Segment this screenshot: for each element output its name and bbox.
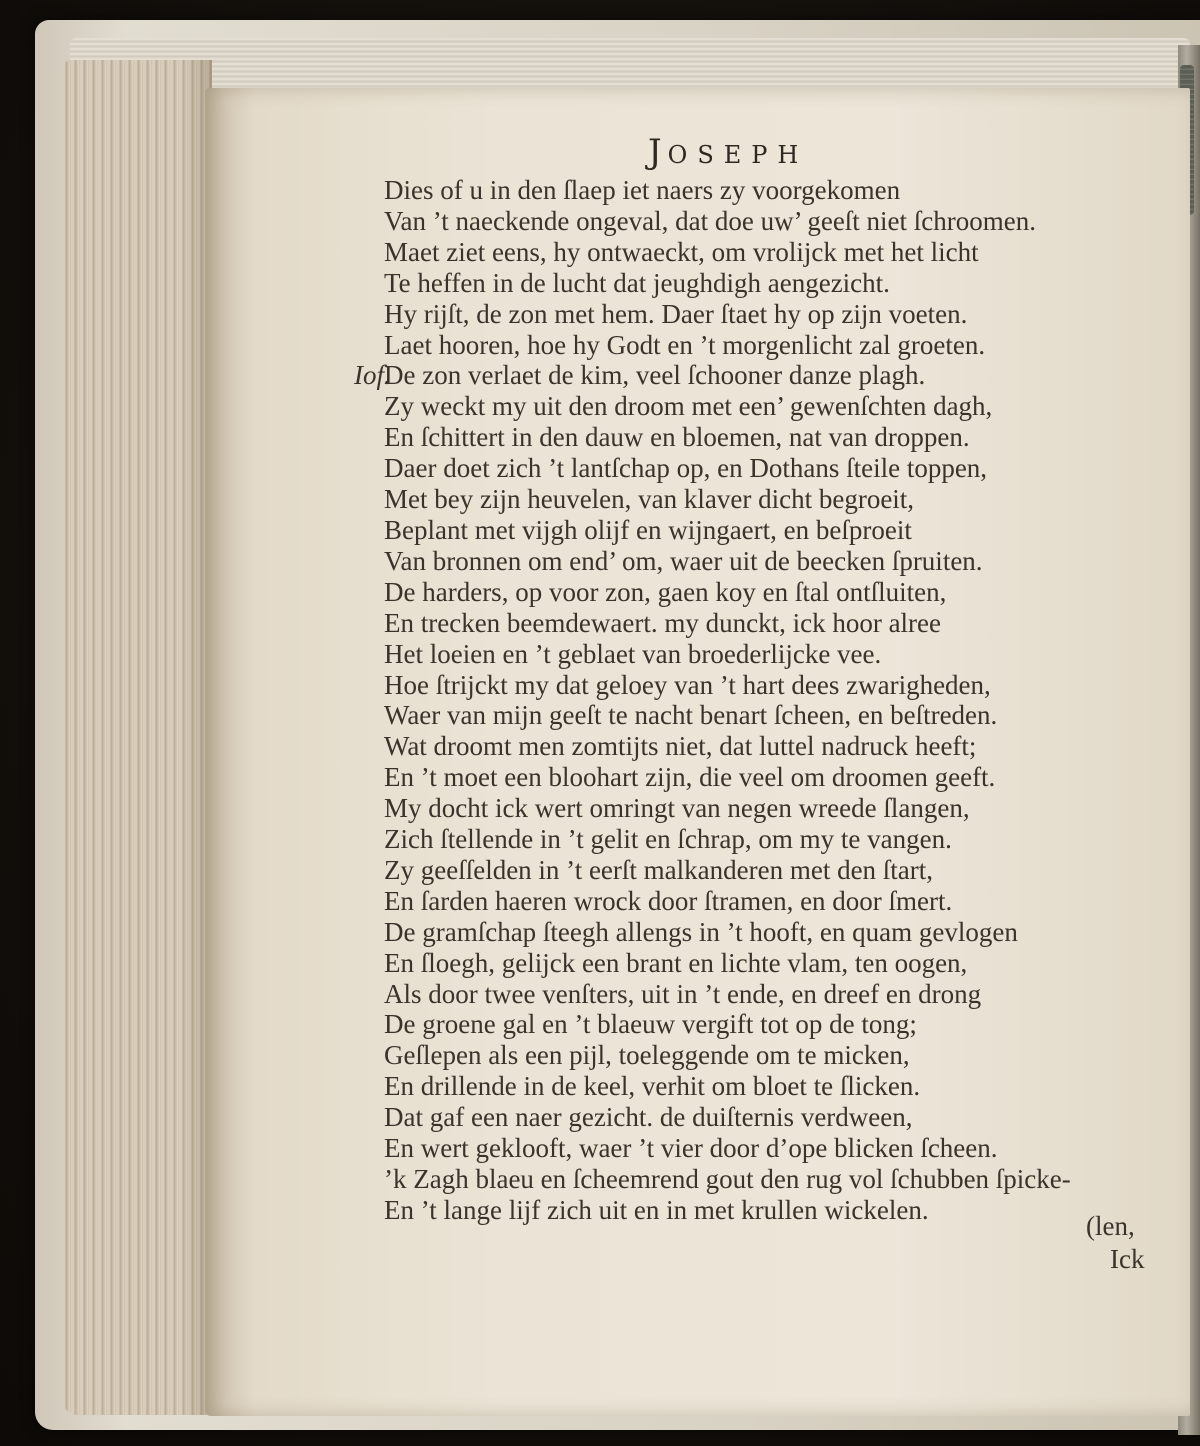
verse-line-text: En ſarden haeren wrock door ſtramen, en door ſmert. — [384, 885, 953, 916]
verse-line — [384, 1009, 1174, 1040]
verse-line-text: Waer van mijn geeſt te nacht benart ſcheen, en beſtreden. — [384, 700, 998, 731]
verse-line-text: En ſchittert in den dauw en bloemen, nat van droppen. — [384, 422, 970, 453]
verse-line — [384, 299, 1174, 330]
verse-line — [384, 330, 1174, 361]
verse-line-text: Geſlepen als een pijl, toeleggende om te micken, — [384, 1040, 910, 1071]
verse-line — [384, 731, 1174, 762]
page-block-top-edge — [70, 38, 1190, 93]
verse-line — [384, 1195, 1174, 1226]
verse-line — [384, 824, 1174, 855]
verse-line — [384, 1102, 1174, 1133]
running-head: JOSEPH — [648, 132, 809, 172]
verse-line — [384, 762, 1174, 793]
verse-line — [384, 237, 1174, 268]
verse-line-text: De groene gal en ’t blaeuw vergift tot op de tong; — [384, 1009, 917, 1040]
verse-line — [384, 175, 1174, 206]
verse-line — [384, 206, 1174, 237]
verse-line-text: Dat gaf een naer gezicht. de duiſternis verdween, — [384, 1102, 913, 1133]
verse-line — [354, 360, 1174, 391]
verse-line-text: Met bey zijn heuvelen, van klaver dicht begroeit, — [384, 484, 915, 515]
verse-line-text: Wat droomt men zomtijts niet, dat luttel nadruck heeft; — [384, 731, 977, 762]
verse-line — [384, 639, 1174, 670]
verse-line-text: En drillende in de keel, verhit om bloet te ſlicken. — [384, 1071, 921, 1102]
page-fore-edge-stack — [62, 60, 212, 1415]
verse-line-text: En ’t lange lijf zich uit en in met krullen wickelen. — [384, 1194, 929, 1225]
verse-line — [384, 577, 1174, 608]
verse-line — [384, 1040, 1174, 1071]
verse-line — [384, 700, 1174, 731]
verse-line-text: Beplant met vijgh olijf en wijngaert, en beſproeit — [384, 514, 912, 545]
verse-line-text: My docht ick wert omringt van negen wreede ſlangen, — [384, 793, 970, 824]
verse-line-text: Hoe ſtrijckt my dat geloey van ’t hart dees zwarigheden, — [384, 669, 991, 700]
turnover-text: (len, — [1086, 1211, 1135, 1241]
verse-line-text: En wert geklooft, waer ’t vier door d’ope blicken ſcheen. — [384, 1133, 998, 1164]
verse-line — [384, 608, 1174, 639]
verse-line — [384, 917, 1174, 948]
verse-line-text: En trecken beemdewaert. my dunckt, ick hoor alree — [384, 607, 942, 638]
verse-line — [384, 670, 1174, 701]
verse-line-text: Van ’t naeckende ongeval, dat doe uw’ geeſt niet ſchroomen. — [384, 205, 1037, 236]
verse-line — [384, 453, 1174, 484]
verse-line-text: Maet ziet eens, hy ontwaeckt, om vrolijck met het licht — [384, 236, 979, 267]
verse-line — [384, 793, 1174, 824]
verse-line — [384, 268, 1174, 299]
verse-line-text: Dies of u in den ſlaep iet naers zy voorgekomen — [384, 175, 901, 205]
verse-line — [384, 515, 1174, 546]
speaker-label: Iof. — [354, 360, 391, 391]
verse-line-text: Zich ſtellende in ’t gelit en ſchrap, om my te vangen. — [384, 824, 952, 855]
verse-line-text: Het loeien en ’t geblaet van broederlijcke vee. — [384, 638, 882, 669]
verse-line — [384, 484, 1174, 515]
verse-line-text: Zy weckt my uit den droom met een’ gewenſchten dagh, — [384, 391, 993, 422]
verse-line — [384, 855, 1174, 886]
verse-line — [384, 422, 1174, 453]
verse-line — [384, 546, 1174, 577]
verse-line — [384, 948, 1174, 979]
verse-line-text: En ’t moet een bloohart zijn, die veel om droomen geeft. — [384, 762, 996, 793]
verse-line-text: De zon verlaet de kim, veel ſchooner danze plagh. — [384, 360, 926, 391]
verse-line-text: De harders, op voor zon, gaen koy en ſtal ontſluiten, — [384, 576, 947, 607]
verse-line-text: Laet hooren, hoe hy Godt en ’t morgenlicht zal groeten. — [384, 329, 986, 360]
verse-line — [384, 886, 1174, 917]
verse-line-text: Daer doet zich ’t lantſchap op, en Dothans ſteile toppen, — [384, 453, 988, 484]
verse-line-text: Hy rijſt, de zon met hem. Daer ſtaet hy op zijn voeten. — [384, 298, 968, 329]
catchword: Ick — [1110, 1244, 1145, 1274]
verse-text — [354, 175, 1174, 1226]
verse-line-text: Van bronnen om end’ om, waer uit de beecken ſpruiten. — [384, 545, 983, 576]
verse-line-text: Te heffen in de lucht dat jeughdigh aengezicht. — [384, 267, 890, 298]
verse-line-text: De gramſchap ſteegh allengs in ’t hooft, en quam gevlogen — [384, 916, 1018, 947]
verse-line — [384, 979, 1174, 1010]
verse-line-text: Als door twee venſters, uit in ’t ende, en dreef en drong — [384, 978, 982, 1009]
verse-line — [384, 391, 1174, 422]
verse-line — [384, 1071, 1174, 1102]
verse-line — [384, 1133, 1174, 1164]
verse-line-text: Zy geeſſelden in ’t eerſt malkanderen met den ſtart, — [384, 854, 934, 885]
verse-line-text: En ſloegh, gelijck een brant en lichte vlam, ten oogen, — [384, 947, 968, 978]
verse-line — [384, 1164, 1174, 1195]
verse-line-text: ’k Zagh blaeu en ſcheemrend gout den rug vol ſchubben ſpicke- — [384, 1164, 1071, 1194]
